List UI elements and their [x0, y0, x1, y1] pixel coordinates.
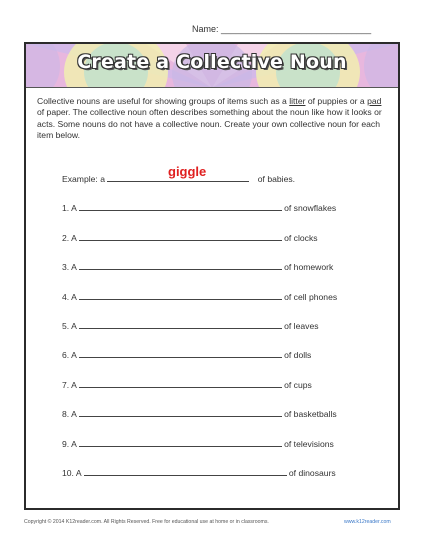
item-row: [62, 408, 337, 419]
name-blank[interactable]: ______________________________: [221, 24, 372, 34]
answer-blank[interactable]: [79, 291, 282, 300]
item-number: 3. A: [62, 262, 77, 272]
copyright-notice: Copyright © 2014 K12reader.com. All Rights Reserved. Free for educational use at home or in classrooms.: [24, 519, 269, 525]
answer-blank[interactable]: [79, 379, 282, 388]
item-noun: of clocks: [284, 233, 318, 243]
item-row: [62, 291, 337, 302]
item-number: 10. A: [62, 468, 82, 478]
item-number: 7. A: [62, 380, 77, 390]
item-row: [62, 438, 334, 449]
item-noun: of dolls: [284, 350, 312, 360]
example-blank: [107, 173, 249, 182]
intro-text-2: of puppies or a: [305, 96, 368, 106]
item-number: 5. A: [62, 321, 77, 331]
title-banner: [26, 44, 398, 88]
intro-word-pad: pad: [367, 96, 382, 106]
answer-blank[interactable]: [79, 261, 282, 270]
example-prefix: Example: a: [62, 174, 105, 184]
item-noun: of homework: [284, 262, 334, 272]
item-number: 2. A: [62, 233, 77, 243]
intro-text-1: Collective nouns are useful for showing groups of items such as a: [37, 96, 290, 106]
item-number: 1. A: [62, 203, 77, 213]
item-noun: of cell phones: [284, 292, 338, 302]
item-noun: of leaves: [284, 321, 319, 331]
item-row: [62, 379, 312, 390]
example-suffix: of babies.: [257, 174, 296, 184]
site-link[interactable]: www.k12reader.com: [344, 519, 391, 525]
answer-blank[interactable]: [79, 408, 282, 417]
item-number: 4. A: [62, 292, 77, 302]
item-number: 6. A: [62, 350, 77, 360]
item-row: [62, 202, 336, 213]
answer-blank[interactable]: [79, 349, 282, 358]
example-answer: giggle: [168, 164, 207, 179]
item-number: 9. A: [62, 439, 77, 449]
intro-word-litter: litter: [289, 96, 306, 106]
item-noun: of dinosaurs: [288, 468, 336, 478]
intro-paragraph: [37, 96, 389, 142]
worksheet-title: Create a Collective Noun: [77, 51, 347, 73]
item-row: [62, 232, 318, 243]
answer-blank[interactable]: [79, 232, 282, 241]
item-row: [62, 467, 336, 478]
worksheet: [24, 42, 400, 510]
name-label: Name:: [192, 24, 219, 34]
intro-text-3: of paper. The collective noun often describes something about the noun like how it looks or acts. Some nouns do not have a collective noun. Create your own collective noun for each item below.: [37, 107, 382, 141]
item-noun: of basketballs: [284, 409, 337, 419]
item-number: 8. A: [62, 409, 77, 419]
item-noun: of televisions: [284, 439, 334, 449]
answer-blank[interactable]: [84, 467, 287, 476]
item-noun: of cups: [284, 380, 312, 390]
item-row: [62, 261, 333, 272]
name-field[interactable]: [192, 24, 371, 34]
item-row: [62, 320, 319, 331]
answer-blank[interactable]: [79, 320, 282, 329]
answer-blank[interactable]: [79, 202, 282, 211]
item-row: [62, 349, 311, 360]
item-noun: of snowflakes: [284, 203, 337, 213]
answer-blank[interactable]: [79, 438, 282, 447]
example-row: [62, 173, 295, 184]
